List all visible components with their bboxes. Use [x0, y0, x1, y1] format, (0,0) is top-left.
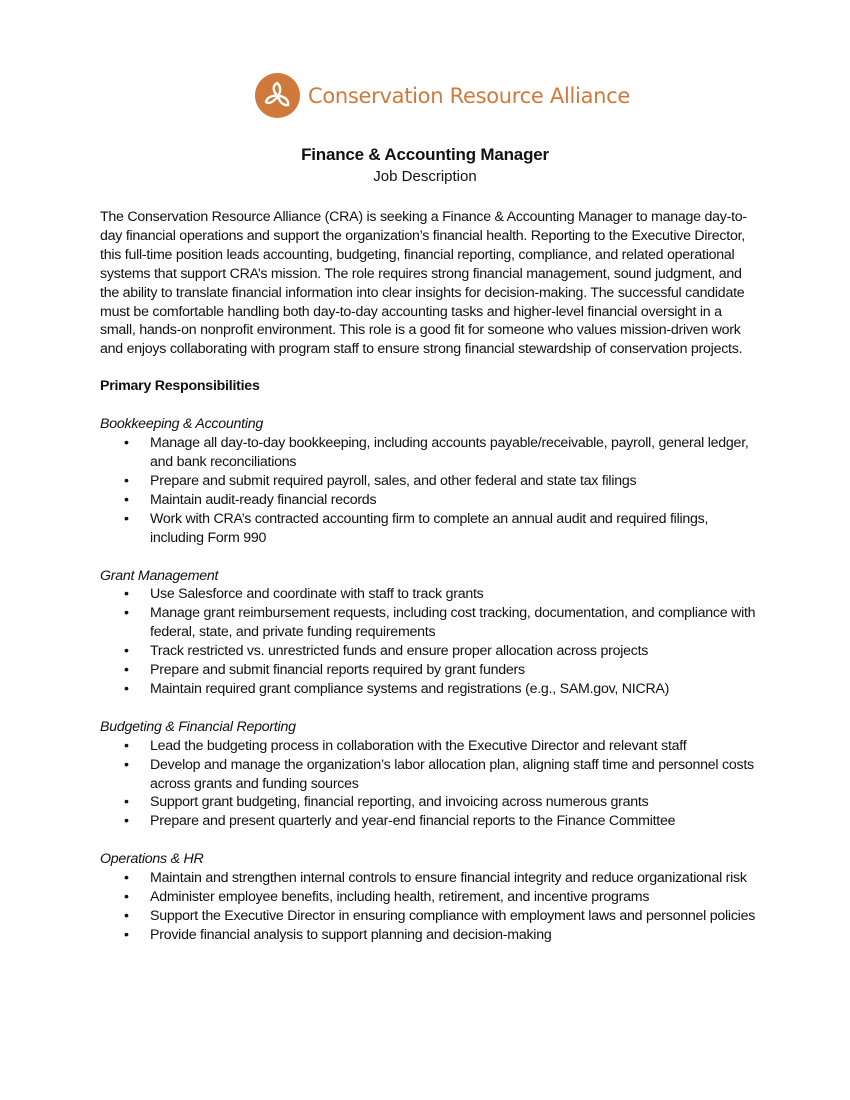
list-item: • Maintain required grant compliance systems and registrations (e.g., SAM.gov, NICRA)	[100, 680, 760, 699]
list-item: • Use Salesforce and coordinate with staff to track grants	[100, 585, 760, 604]
section-heading-bookkeeping: Bookkeeping & Accounting	[100, 416, 264, 433]
section-heading-budgeting: Budgeting & Financial Reporting	[100, 718, 296, 735]
list-item: • Maintain audit-ready financial records	[100, 491, 760, 510]
list-item: • Lead the budgeting process in collaboration with the Executive Director and relevant staff	[100, 737, 760, 756]
section-heading-operations-hr: Operations & HR	[100, 851, 204, 868]
org-logo	[255, 73, 630, 118]
list-item: • Manage grant reimbursement requests, including cost tracking, documentation, and compliance with federal, state, and private funding requirements	[100, 604, 760, 642]
list-item: • Provide financial analysis to support planning and decision-making	[100, 926, 760, 945]
list-item: • Prepare and submit required payroll, sales, and other federal and state tax filings	[100, 472, 760, 491]
operations-hr-list	[100, 869, 760, 945]
list-item: • Work with CRA’s contracted accounting firm to complete an annual audit and required filings, including Form 990	[100, 510, 760, 548]
bookkeeping-list	[100, 434, 760, 547]
document-body	[100, 208, 760, 945]
page-subtitle: Job Description	[373, 168, 477, 185]
list-item: • Develop and manage the organization’s labor allocation plan, aligning staff time and personnel costs across grants and funding sources	[100, 756, 760, 794]
page-title: Finance & Accounting Manager	[301, 145, 549, 164]
leaf-trefoil-icon	[255, 73, 300, 118]
list-item: • Prepare and submit financial reports required by grant funders	[100, 661, 760, 680]
list-item: • Prepare and present quarterly and year-end financial reports to the Finance Committee	[100, 812, 760, 831]
org-name: Conservation Resource Alliance	[308, 83, 631, 108]
responsibilities-heading: Primary Responsibilities	[100, 378, 260, 395]
list-item: • Maintain and strengthen internal controls to ensure financial integrity and reduce organizational risk	[100, 869, 760, 888]
list-item: • Administer employee benefits, including health, retirement, and incentive programs	[100, 888, 760, 907]
grant-management-list	[100, 585, 760, 698]
section-heading-grant-management: Grant Management	[100, 567, 219, 584]
list-item: • Manage all day-to-day bookkeeping, including accounts payable/receivable, payroll, general ledger, and bank reconciliations	[100, 434, 760, 472]
list-item: • Support the Executive Director in ensuring compliance with employment laws and personnel policies	[100, 907, 760, 926]
list-item: • Support grant budgeting, financial reporting, and invoicing across numerous grants	[100, 793, 760, 812]
list-item: • Track restricted vs. unrestricted funds and ensure proper allocation across projects	[100, 642, 760, 661]
budgeting-list	[100, 737, 760, 832]
intro-paragraph: The Conservation Resource Alliance (CRA) is seeking a Finance & Accounting Manager to manage day-to-day financial operations and support the organization’s financial health. Reporting to the Executive Director, this full-time position leads accounting, budgeting, financial reporting, compliance, and related operational systems that support CRA’s mission. The role requires strong financial management, sound judgment, and the ability to translate financial information into clear insights for decision-making. The successful candidate must be comfortable handling both day-to-day accounting tasks and higher-level financial oversight in a small, hands-on nonprofit environment. This role is a good fit for someone who values mission-driven work and enjoys collaborating with program staff to ensure strong financial stewardship of conservation projects.	[100, 209, 747, 358]
